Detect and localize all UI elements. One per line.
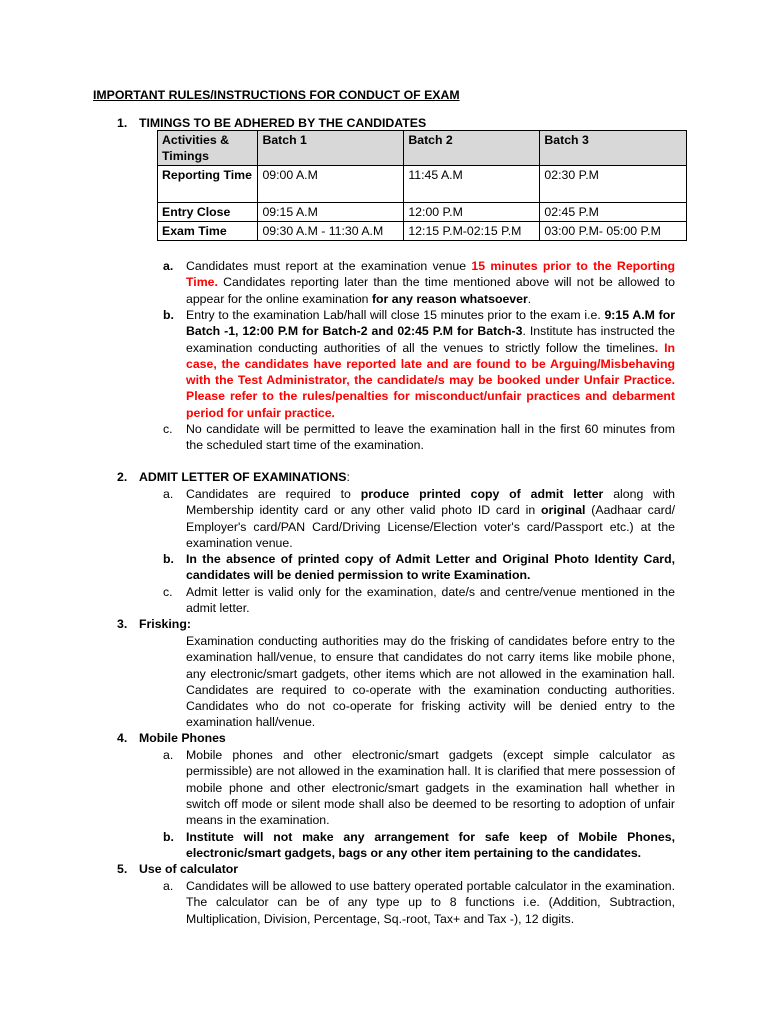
section-1-title: TIMINGS TO BE ADHERED BY THE CANDIDATES <box>139 116 427 130</box>
timings-table <box>157 130 687 241</box>
list-marker: c. <box>163 585 173 599</box>
table-row-label: Entry Close <box>158 203 258 222</box>
table-cell: 02:45 P.M <box>540 203 687 222</box>
document-title: IMPORTANT RULES/INSTRUCTIONS FOR CONDUCT OF EXAM <box>93 88 460 102</box>
text-run: Candidates reporting later than the time mentioned above will not be allowed to appear for the online examination <box>186 275 675 306</box>
list-item-4b <box>163 829 675 862</box>
frisking-paragraph: Examination conducting authorities may do the frisking of candidates before entry to the examination hall/venue, to ensure that candidates do not carry items like mobile phone, any electronic/smart gadgets, other items which are not allowed in the examination hall. Candidates are required to co-operate with the examination conducting authorities. Candidates who do not co-operate for frisking activity will be denied entry to the examination hall/venue. <box>186 634 675 730</box>
list-marker: a. <box>163 259 174 273</box>
text-run: along with Membership identity card or any other valid photo ID card in <box>186 487 675 518</box>
text-run: Entry to the examination Lab/hall will close 15 minutes prior to the exam i.e. <box>186 308 605 322</box>
list-marker: a. <box>163 748 174 762</box>
table-row-label: Reporting Time <box>158 166 258 203</box>
text-run: Candidates must report at the examination venue <box>186 259 472 273</box>
text-run: No candidate will be permitted to leave the examination hall in the first 60 minutes from the scheduled start time of the examination. <box>186 422 675 453</box>
table-cell: 11:45 A.M <box>404 166 540 203</box>
list-marker: c. <box>163 422 173 436</box>
table-cell: 09:00 A.M <box>258 166 404 203</box>
bold-emphasis: 9:15 A.M for Batch -1, 12:00 P.M for Batch-2 and 02:45 P.M for Batch-3 <box>186 308 675 339</box>
list-item-2c <box>163 584 675 617</box>
list-item-2a <box>163 486 675 551</box>
text-run: Mobile phones and other electronic/smart gadgets (except simple calculator as permissible) are not allowed in the examination hall. It is clarified that mere possession of mobile phone and other electronic/smart gadgets in the examination hall whether in switch off mode or silent mode shall also be deemed to be resorting to adoption of unfair means in the examination. <box>186 748 675 828</box>
list-marker: a. <box>163 487 174 501</box>
table-cell: 02:30 P.M <box>540 166 687 203</box>
list-item-5a <box>163 878 675 927</box>
bold-emphasis: for any reason whatsoever <box>371 291 528 306</box>
section-2-title: ADMIT LETTER OF EXAMINATIONS: <box>139 470 350 484</box>
table-header-cell: Activities & Timings <box>158 131 258 166</box>
table-header-cell: Batch 2 <box>404 131 540 166</box>
bold-emphasis: produce printed copy of admit letter <box>360 487 604 501</box>
table-cell: 09:30 A.M - 11:30 A.M <box>258 222 404 241</box>
section-5-title: Use of calculator <box>139 862 239 876</box>
text-run: (Aadhaar card/ Employer's card/PAN Card/Driving License/Election voter's card/Passport etc.) at the examination venue. <box>186 503 676 550</box>
section-4-title: Mobile Phones <box>139 731 226 745</box>
list-marker: b. <box>163 830 174 844</box>
table-header-cell: Batch 1 <box>258 131 404 166</box>
table-row-label: Exam Time <box>158 222 258 241</box>
table-row <box>158 166 687 203</box>
table-cell: 12:15 P.M-02:15 P.M <box>404 222 540 241</box>
red-emphasis: . In case, the candidates have reported late and are found to be Arguing/Misbehaving with the Test Administrator, the candidate/s may be booked under Unfair Practice. Please refer to the rules/penalties for misconduct/unfair practices and debarment period for unfair practice. <box>186 340 675 420</box>
text-run: Admit letter is valid only for the examination, date/s and centre/venue mentioned in the admit letter. <box>186 585 675 616</box>
bold-emphasis: original <box>541 503 586 518</box>
text-run: . <box>527 291 532 306</box>
list-item-4a <box>163 747 675 828</box>
table-cell: 12:00 P.M <box>404 203 540 222</box>
table-cell: 09:15 A.M <box>258 203 404 222</box>
table-row <box>158 222 687 241</box>
list-marker: b. <box>163 552 174 566</box>
table-row <box>158 203 687 222</box>
text-run: Candidates will be allowed to use battery operated portable calculator in the examination. The calculator can be of any type up to 8 functions i.e. (Addition, Subtraction, Multiplication, Division, Percentage, Sq.-root, Tax+ and Tax -), 12 digits. <box>186 879 675 926</box>
text-run: . Institute has instructed the examination conducting authorities of all the venues to strictly follow the timelines <box>186 324 675 355</box>
list-item-1c <box>163 421 675 454</box>
list-item-1a <box>163 258 675 307</box>
red-emphasis: 15 minutes prior to the Reporting Time. <box>186 259 675 290</box>
table-cell: 03:00 P.M- 05:00 P.M <box>540 222 687 241</box>
list-marker: b. <box>163 308 174 322</box>
section-5-number: 5. <box>117 862 128 876</box>
bold-emphasis: In the absence of printed copy of Admit Letter and Original Photo Identity Card, candidates will be denied permission to write Examination. <box>186 552 675 583</box>
section-3-title: Frisking: <box>139 617 191 631</box>
section-2-number: 2. <box>117 470 128 484</box>
list-item-1b <box>163 307 675 421</box>
section-1-number: 1. <box>117 116 128 130</box>
section-3-number: 3. <box>117 617 128 631</box>
list-marker: a. <box>163 879 174 893</box>
text-run: Candidates are required to <box>186 487 361 501</box>
table-header-row <box>158 131 687 166</box>
table-header-cell: Batch 3 <box>540 131 687 166</box>
section-4-number: 4. <box>117 731 128 745</box>
bold-emphasis: Institute will not make any arrangement for safe keep of Mobile Phones, electronic/smart gadgets, bags or any other item pertaining to the candidates. <box>186 830 675 861</box>
list-item-2b <box>163 551 675 584</box>
